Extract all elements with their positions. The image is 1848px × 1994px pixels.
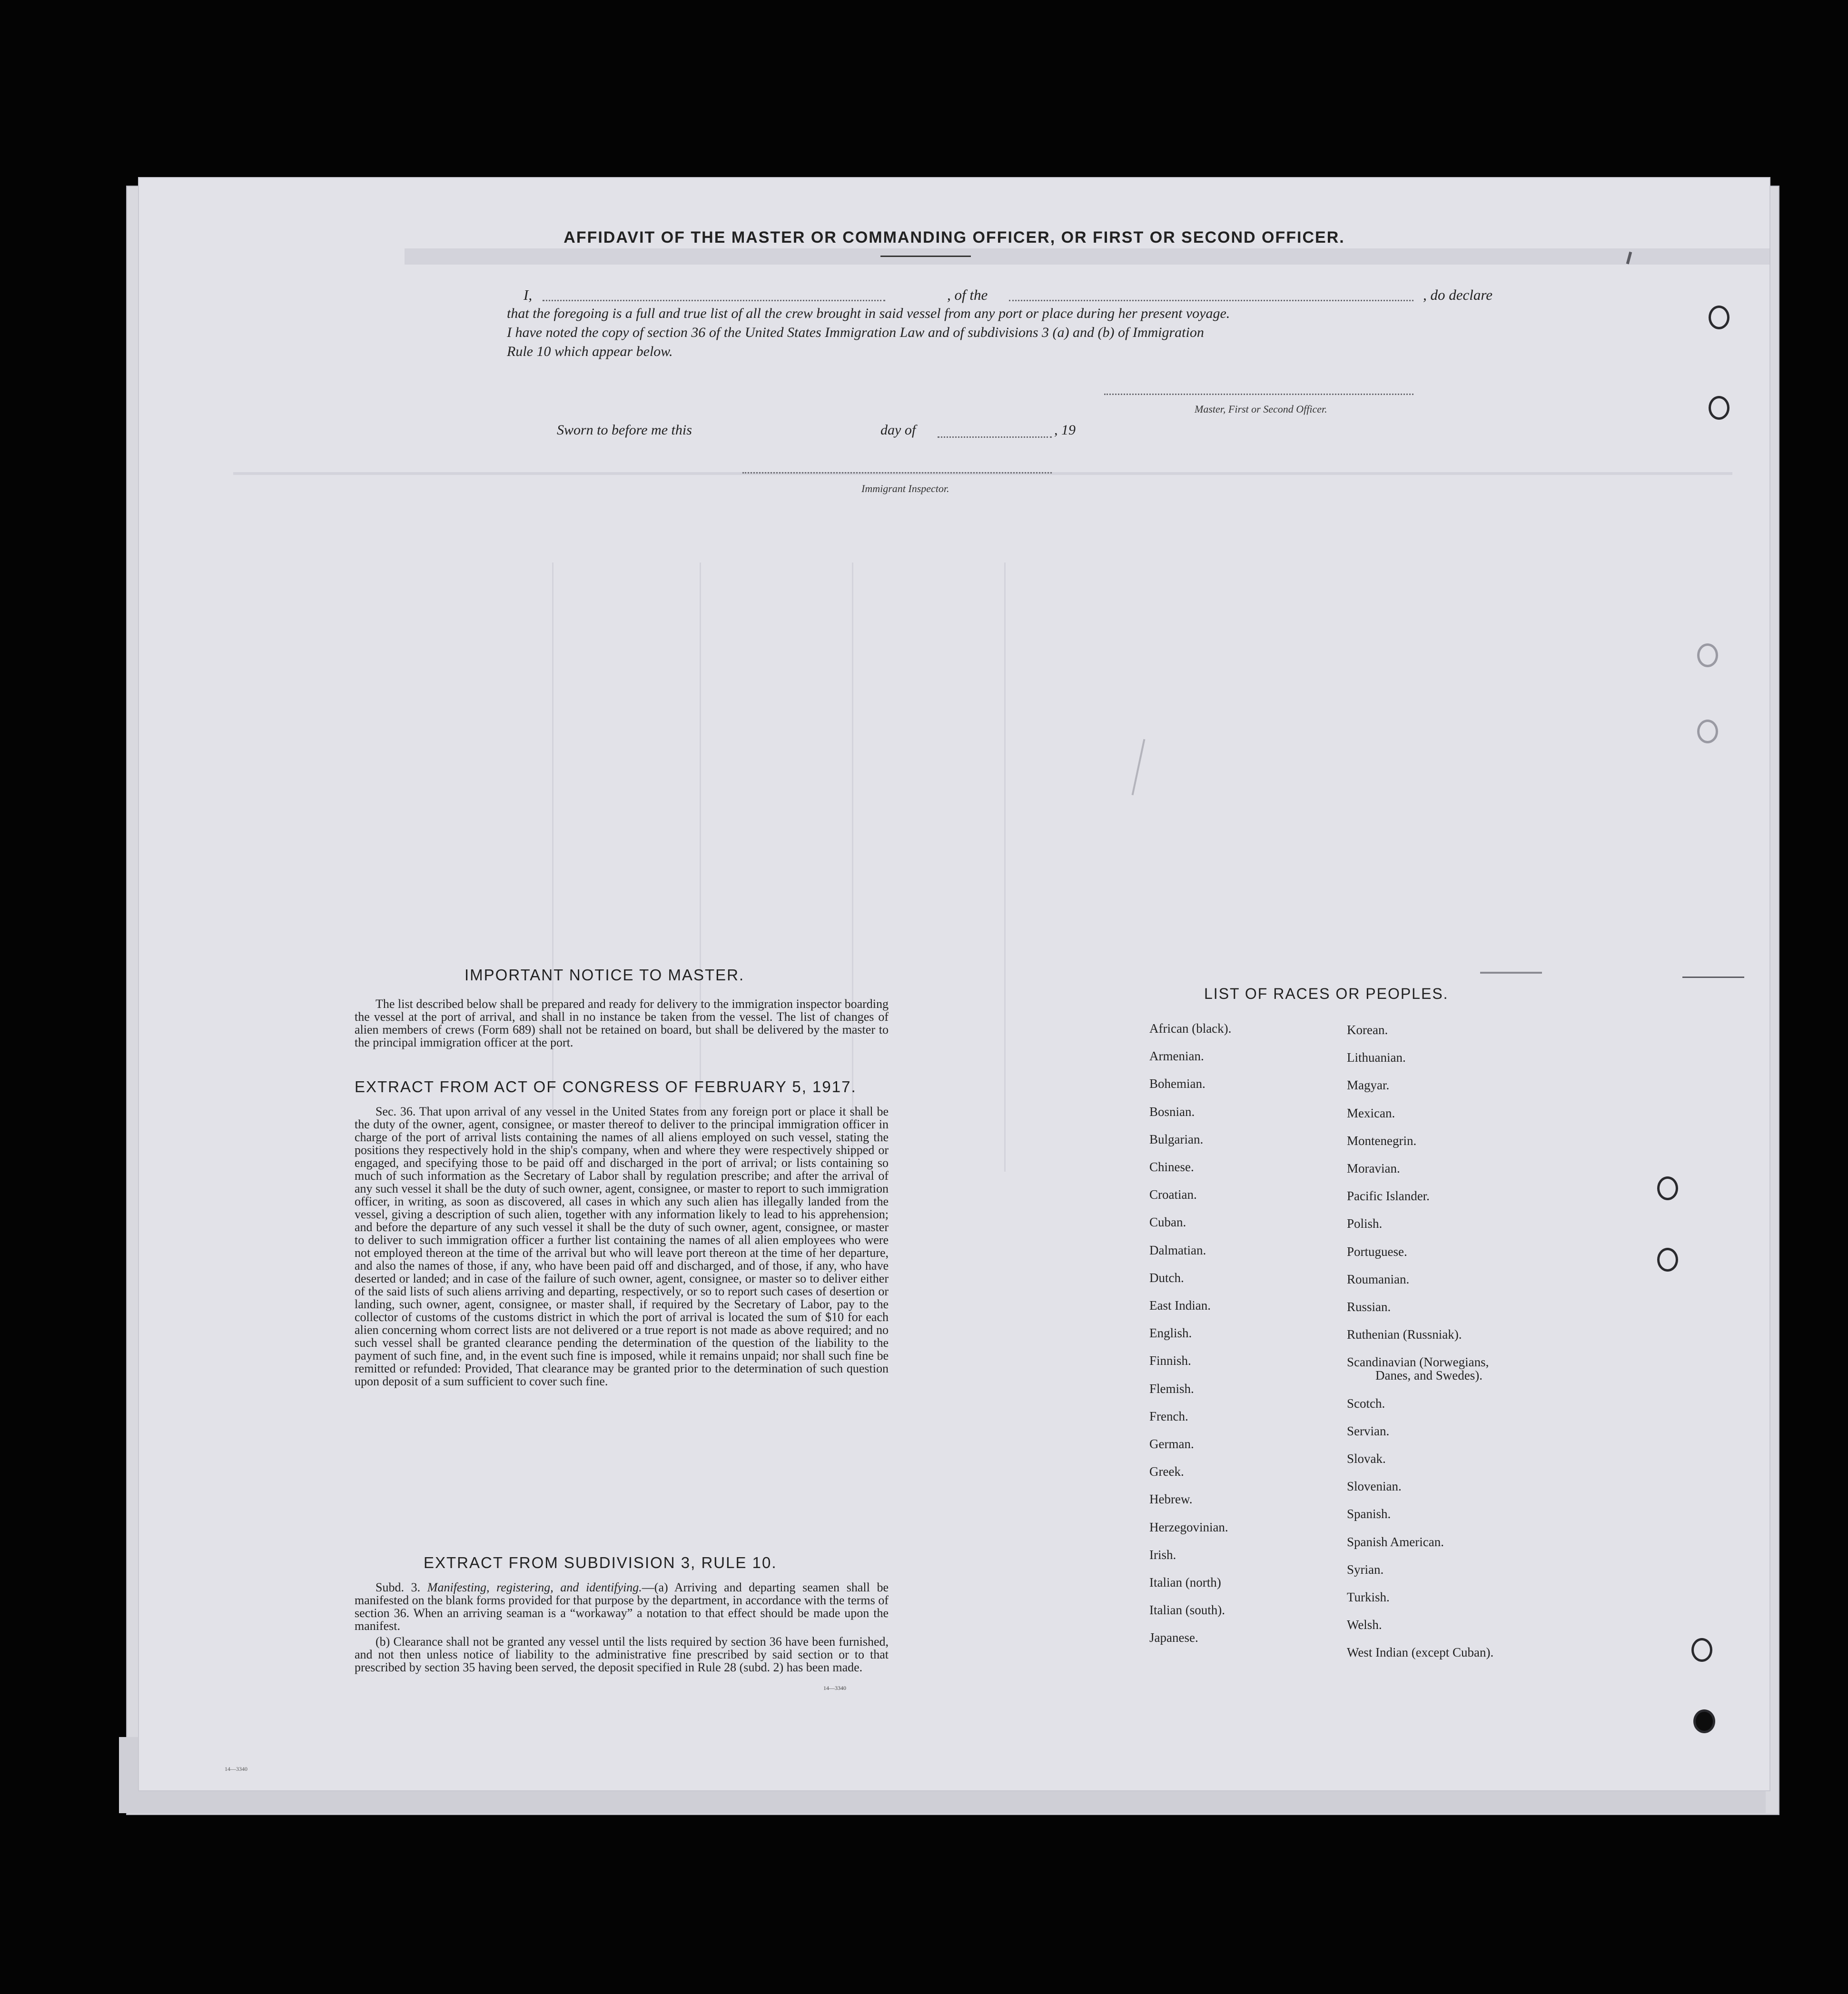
binding-hole <box>1709 396 1729 420</box>
master-caption: Master, First or Second Officer. <box>1195 403 1327 415</box>
affidavit-line-3: I have noted the copy of section 36 of the United States Immigration Law and of subdivisions 3 (a) and (b) of Immigration <box>507 325 1204 340</box>
race-item: Bosnian. <box>1149 1104 1195 1119</box>
race-item: Irish. <box>1149 1547 1176 1562</box>
race-item: Herzegovinian. <box>1149 1520 1228 1534</box>
race-item: Pacific Islander. <box>1347 1189 1430 1204</box>
rule-text-a <box>355 1581 889 1632</box>
do-declare-label: , do declare <box>1423 286 1493 303</box>
race-item: Russian. <box>1347 1300 1391 1314</box>
race-item: Scotch. <box>1347 1396 1385 1411</box>
race-item: Italian (south). <box>1149 1603 1225 1618</box>
binding-hole <box>1697 643 1718 667</box>
title-rule <box>880 256 971 257</box>
race-item: East Indian. <box>1149 1298 1211 1313</box>
subdivision-label: Subd. 3. <box>376 1580 421 1594</box>
subdivision-title: Manifesting, registering, and identifying. <box>427 1580 642 1594</box>
act-text <box>355 1105 889 1388</box>
binding-hole <box>1693 1709 1715 1733</box>
year-label: , 19 <box>1054 422 1076 438</box>
race-item: Finnish. <box>1149 1353 1191 1368</box>
race-item: Servian. <box>1347 1423 1390 1438</box>
manifest-page <box>138 177 1770 1791</box>
race-item: Dalmatian. <box>1149 1243 1206 1257</box>
binding-hole <box>1657 1248 1678 1272</box>
notice-text-body: The list described below shall be prepared and ready for delivery to the immigration inspector boarding the vessel at the port of arrival, and shall in no instance be taken from the vessel. The list of changes of alien members of crews (Form 689) shall not be retained on board, but shall be delivered by the master to the principal immigration officer at the port. <box>355 997 889 1049</box>
race-item: Chinese. <box>1149 1160 1194 1174</box>
races-heading: LIST OF RACES OR PEOPLES. <box>1204 985 1449 1002</box>
race-item: Japanese. <box>1149 1630 1198 1645</box>
act-heading: EXTRACT FROM ACT OF CONGRESS OF FEBRUARY 5, 1917. <box>355 1078 857 1096</box>
race-item: French. <box>1149 1409 1188 1423</box>
act-text-body: That upon arrival of any vessel in the United States from any foreign port or place it shall be the duty of the owner, agent, consignee, or master thereof to deliver to the principal immigration officer in charge of the port of arrival lists containing the names of all aliens employed on such vessel, stating the positions they respectively hold in the ship's company, when and where they were respectively shipped or engaged, and specifying those to be paid off and discharged in the port of arrival; or lists containing so much of such information as the Secretary of Labor shall by regulation prescribe; and after the arrival of any such vessel it shall be the duty of such owner, agent, consignee, or master to report to such immigration officer, in writing, as soon as discovered, all cases in which any such alien has illegally landed from the vessel, giving a description of such alien, together with any information likely to lead to his apprehension; and before the departure of any such vessel it shall be the duty of such owner, agent, consignee, or master to deliver to such immigration officer a further list containing the names of all alien employees who were not employed thereon at the time of the arrival but who will leave port thereon at the time of her departure, and also the names of those, if any, who have been paid off and discharged, and of those, if any, who have deserted or landed; and in case of the failure of such owner, agent, consignee, or master so to deliver either of the said lists of such aliens arriving and departing, respectively, or so to report such cases of desertion or landing, such owner, agent, consignee, or master shall, if required by the Secretary of Labor, pay to the collector of customs of the customs district in which the port of arrival is located the sum of $10 for each alien concerning whom correct lists are not delivered or a true report is not made as above required; and no such vessel shall be granted clearance pending the determination of the question of the liability to the payment of such fine, and, in the event such fine is imposed, while it remains unpaid; nor shall such fine be remitted or refunded: Provided, That clearance may be granted prior to the determination of such question upon deposit of a sum sufficient to cover such fine. <box>355 1105 889 1388</box>
race-item: German. <box>1149 1437 1194 1451</box>
race-item: Greek. <box>1149 1464 1184 1479</box>
race-item: Slovenian. <box>1347 1479 1402 1494</box>
notice-text <box>355 997 889 1049</box>
race-item: Korean. <box>1347 1023 1388 1037</box>
race-item: Turkish. <box>1347 1590 1390 1604</box>
master-signature-field[interactable] <box>1104 394 1413 395</box>
declarant-name-field[interactable] <box>543 300 885 301</box>
race-item: Polish. <box>1347 1216 1383 1231</box>
race-item: Armenian. <box>1149 1049 1204 1064</box>
form-number: 14—3340 <box>823 1685 846 1691</box>
race-item: Ruthenian (Russniak). <box>1347 1327 1462 1342</box>
month-field[interactable] <box>938 436 1052 438</box>
race-item: Croatian. <box>1149 1187 1197 1202</box>
section-label: Sec. 36. <box>376 1105 416 1118</box>
binding-hole <box>1697 720 1718 743</box>
day-of-label: day of <box>880 422 916 438</box>
race-item: Dutch. <box>1149 1270 1184 1285</box>
edge-form-number: 14—3340 <box>225 1766 247 1772</box>
rule-text-b <box>355 1635 889 1674</box>
binding-hole <box>1709 306 1729 329</box>
race-item: Spanish. <box>1347 1507 1391 1521</box>
binding-hole <box>1691 1638 1712 1662</box>
rule-text-b-body: (b) Clearance shall not be granted any vessel until the lists required by section 36 have been furnished, and not then unless notice of liability to the administrative fine prescribed by said section or to that prescribed by section 35 having been served, the deposit specified in Rule 28 (subd. 2) has been made. <box>355 1635 889 1674</box>
race-item: Syrian. <box>1347 1562 1384 1577</box>
inspector-caption: Immigrant Inspector. <box>861 483 949 494</box>
race-item: Bulgarian. <box>1149 1132 1204 1146</box>
of-the-label: , of the <box>947 286 988 303</box>
affidavit-line-4: Rule 10 which appear below. <box>507 344 673 359</box>
declarant-label: I, <box>524 286 533 303</box>
affidavit-title: AFFIDAVIT OF THE MASTER OR COMMANDING OFFICER, OR FIRST OR SECOND OFFICER. <box>563 228 1345 247</box>
race-item: Lithuanian. <box>1347 1050 1406 1065</box>
affidavit-line-2: that the foregoing is a full and true list of all the crew brought in said vessel from any port or place during her present voyage. <box>507 306 1230 321</box>
notice-heading: IMPORTANT NOTICE TO MASTER. <box>464 966 745 984</box>
race-item: Bohemian. <box>1149 1076 1206 1091</box>
race-item: Scandinavian (Norwegians, <box>1347 1355 1489 1370</box>
rule-heading: EXTRACT FROM SUBDIVISION 3, RULE 10. <box>424 1554 777 1571</box>
race-item: Mexican. <box>1347 1106 1395 1120</box>
race-item: Spanish American. <box>1347 1534 1444 1549</box>
race-item: Hebrew. <box>1149 1492 1193 1507</box>
race-item: Roumanian. <box>1347 1272 1410 1286</box>
stray-mark <box>1480 972 1542 974</box>
race-item: Magyar. <box>1347 1078 1390 1093</box>
race-item: Portuguese. <box>1347 1244 1407 1259</box>
stray-mark <box>1682 977 1744 978</box>
race-item: Moravian. <box>1347 1161 1400 1175</box>
vessel-name-field[interactable] <box>1009 300 1413 301</box>
pencil-mark <box>1132 739 1146 795</box>
race-item: Danes, and Swedes). <box>1375 1368 1482 1383</box>
binding-hole <box>1657 1176 1678 1200</box>
race-item: Cuban. <box>1149 1215 1186 1230</box>
bleed-through-title <box>405 248 1770 265</box>
race-item: African (black). <box>1149 1021 1232 1036</box>
sworn-label: Sworn to before me this <box>557 422 692 438</box>
race-item: Slovak. <box>1347 1451 1386 1466</box>
race-item: Flemish. <box>1149 1381 1194 1396</box>
race-item: English. <box>1149 1326 1192 1341</box>
rule-text-a-body: —(a) Arriving and departing seamen shall be manifested on the blank forms provided for that purpose by the department, in accordance with the terms of section 36. When an arriving seaman is a “workaway” a notation to that effect should be made upon the manifest. <box>355 1580 889 1633</box>
race-item: Welsh. <box>1347 1618 1382 1632</box>
race-item: Montenegrin. <box>1347 1133 1417 1148</box>
bleed-through-column <box>1004 563 1006 1172</box>
race-item: Italian (north) <box>1149 1575 1221 1589</box>
inspector-signature-field[interactable] <box>742 472 1052 474</box>
race-item: West Indian (except Cuban). <box>1347 1645 1494 1660</box>
